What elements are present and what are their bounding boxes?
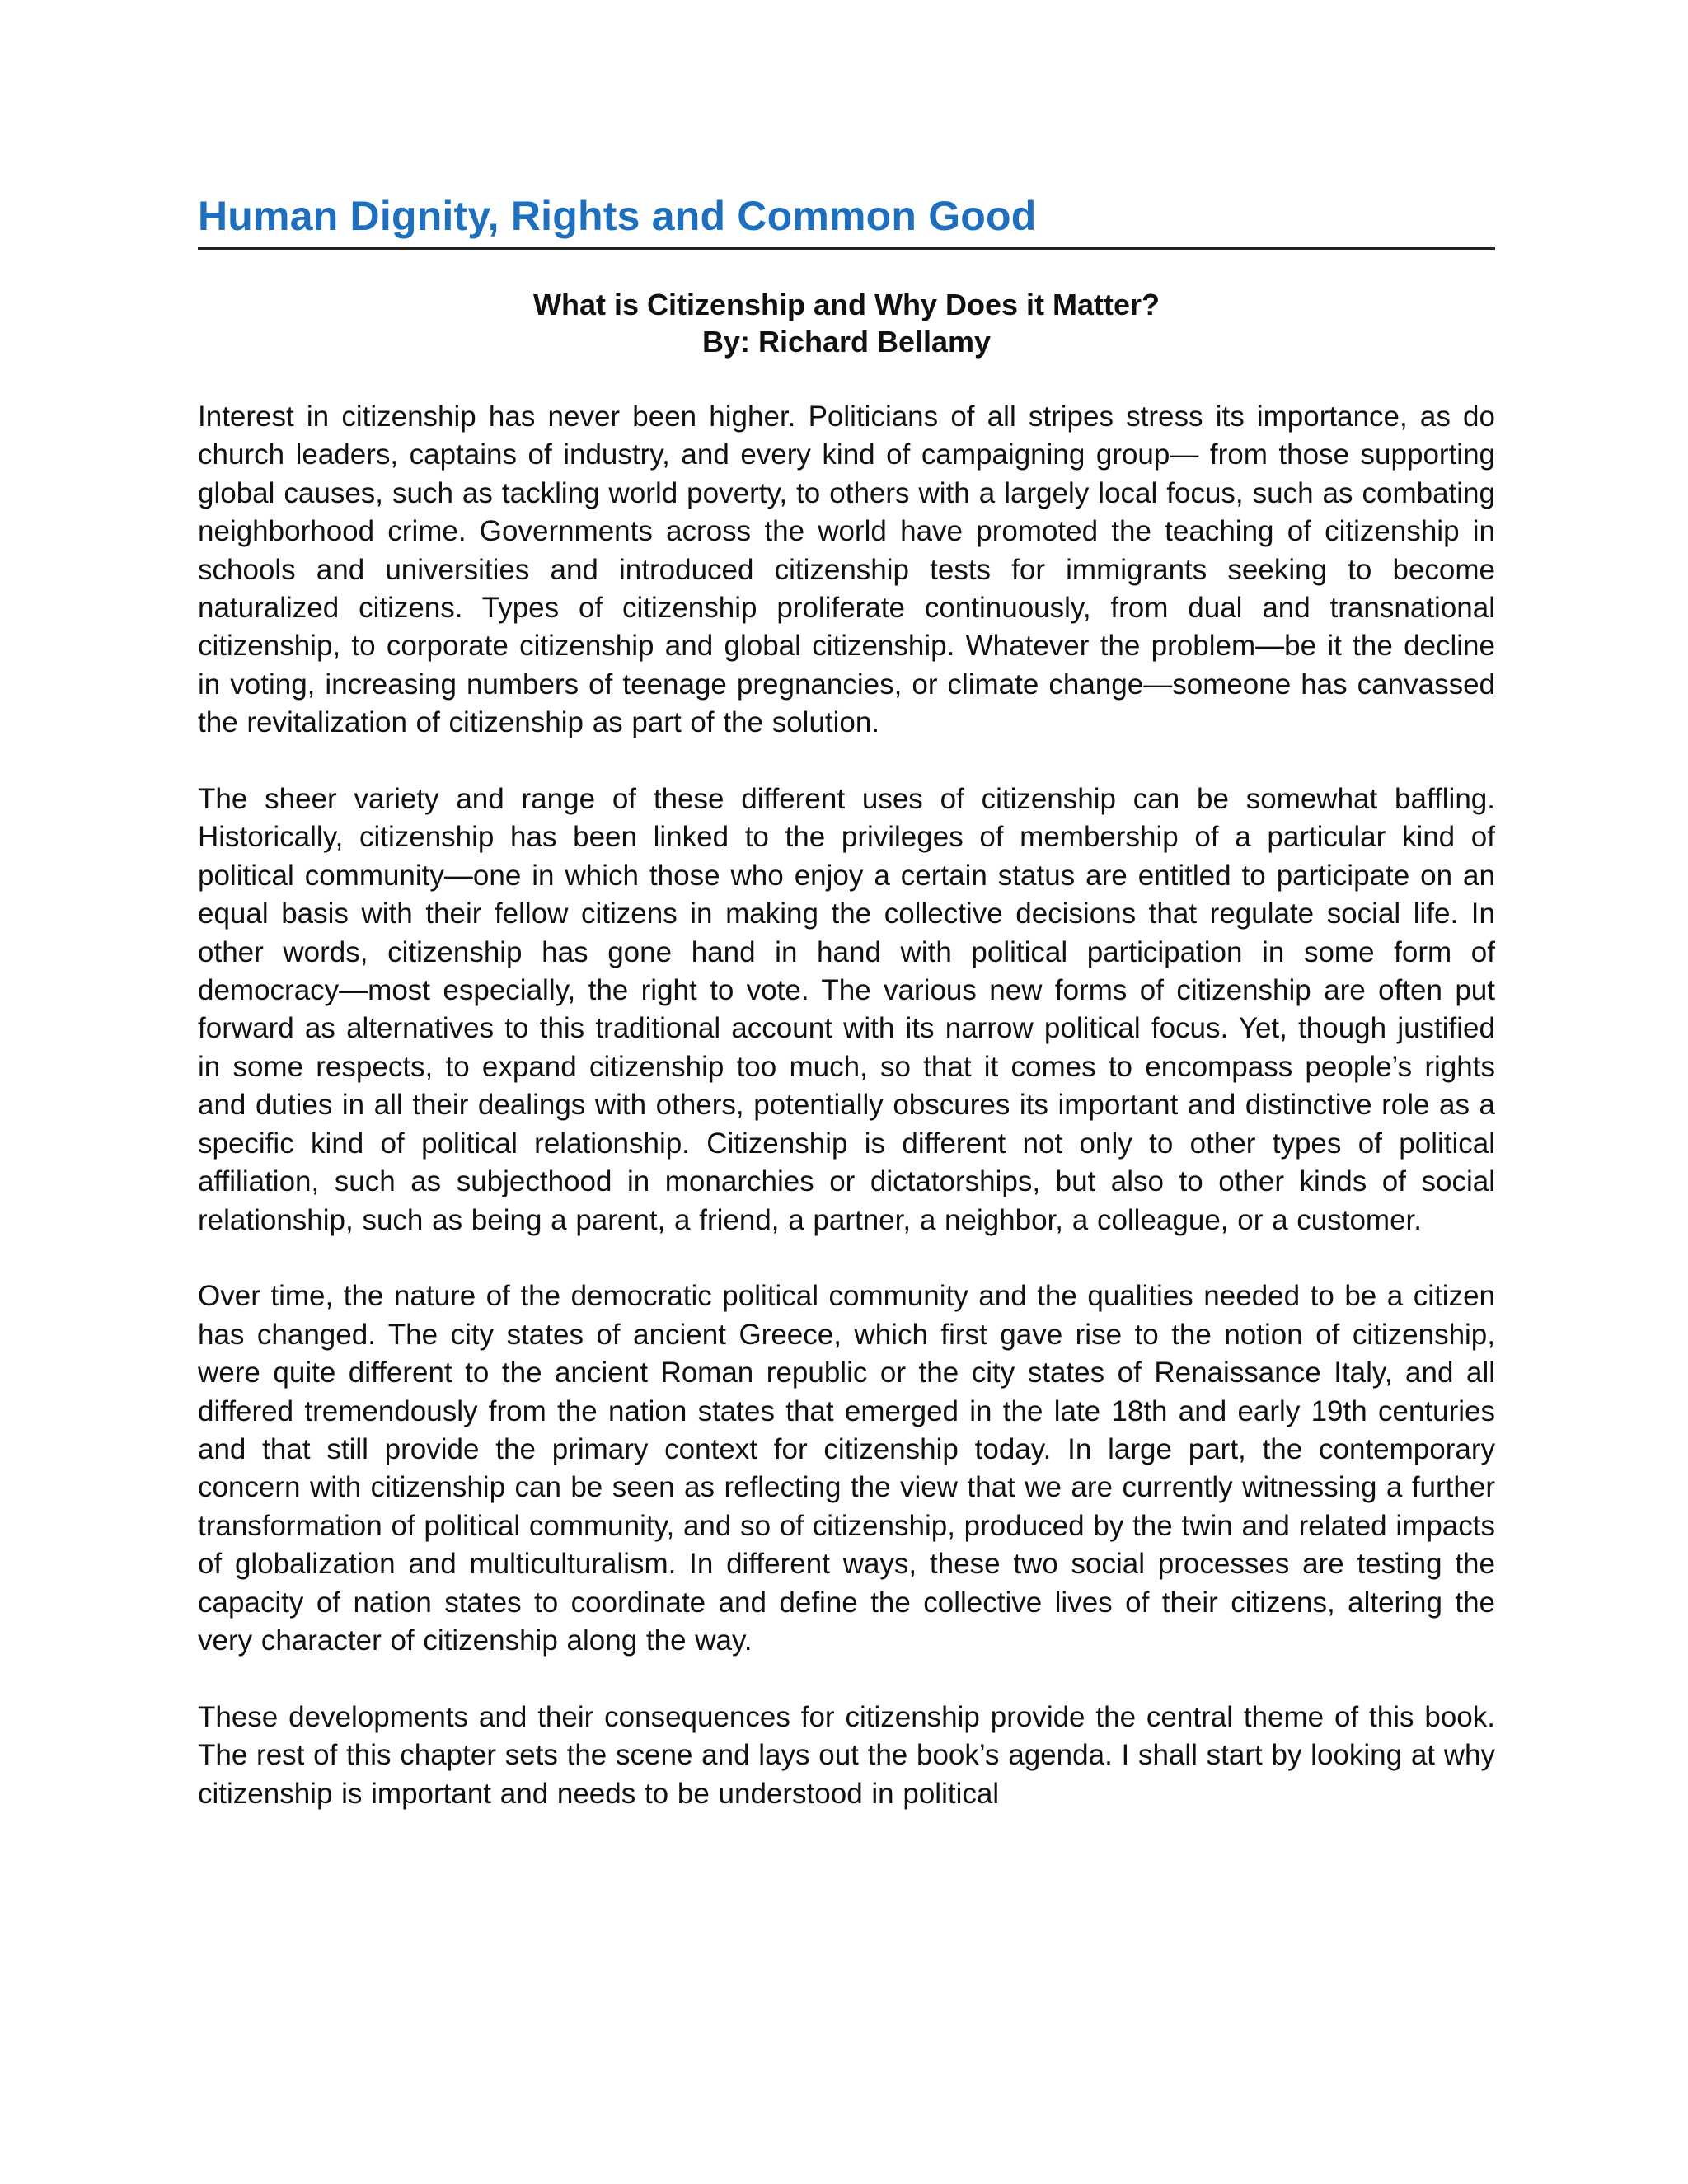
paragraph-3: Over time, the nature of the democratic political community and the qualities needed to be a citizen has changed. The city states of ancient Greece, which first gave rise to the notion of citizenship, were quite different to the ancient Roman republic or the city states of Renaissance Italy, and all differed tremendously from the nation states that emerged in the late 18th and early 19th centuries and that still provide the primary context for citizenship today. In large part, the contemporary concern with citizenship can be seen as reflecting the view that we are currently witnessing a further transformation of political community, and so of citizenship, produced by the twin and related impacts of globalization and multiculturalism. In different ways, these two social processes are testing the capacity of nation states to coordinate and define the collective lives of their citizens, altering the very character of citizenship along the way. (198, 1280, 1495, 1657)
article-subtitle: What is Citizenship and Why Does it Matter? (532, 288, 1160, 321)
article-byline: By: Richard Bellamy (701, 325, 992, 359)
paragraph-1: Interest in citizenship has never been higher. Politicians of all stripes stress its importance, as do church leaders, captains of industry, and every kind of campaigning group— from those supporting global causes, such as tackling world poverty, to others with a largely local focus, such as combating neighborhood crime. Governments across the world have promoted the teaching of citizenship in schools and universities and introduced citizenship tests for immigrants seeking to become naturalized citizens. Types of citizenship proliferate continuously, from dual and transnational citizenship, to corporate citizenship and global citizenship. Whatever the problem—be it the decline in voting, increasing numbers of teenage pregnancies, or climate change—someone has canvassed the revitalization of citizenship as part of the solution. (198, 401, 1495, 739)
paragraph-4: These developments and their consequences for citizenship provide the central theme of this book. The rest of this chapter sets the scene and lays out the book’s agenda. I shall start by looking at why citizenship is important and needs to be understood in political (198, 1700, 1495, 1810)
document-page (198, 191, 1495, 1851)
title-divider (198, 247, 1495, 250)
document-title: Human Dignity, Rights and Common Good (198, 193, 1037, 239)
paragraph-2: The sheer variety and range of these different uses of citizenship can be somewhat baffling. Historically, citizenship has been linked to the privileges of membership of a particular kind of political community—one in which those who enjoy a certain status are entitled to participate on an equal basis with their fellow citizens in making the collective decisions that regulate social life. In other words, citizenship has gone hand in hand with political participation in some form of democracy—most especially, the right to vote. The various new forms of citizenship are often put forward as alternatives to this traditional account with its narrow political focus. Yet, though justified in some respects, to expand citizenship too much, so that it comes to encompass people’s rights and duties in all their dealings with others, potentially obscures its important and distinctive role as a specific kind of political relationship. Citizenship is different not only to other types of political affiliation, such as subjecthood in monarchies or dictatorships, but also to other kinds of social relationship, such as being a parent, a friend, a partner, a neighbor, a colleague, or a customer. (198, 783, 1495, 1236)
